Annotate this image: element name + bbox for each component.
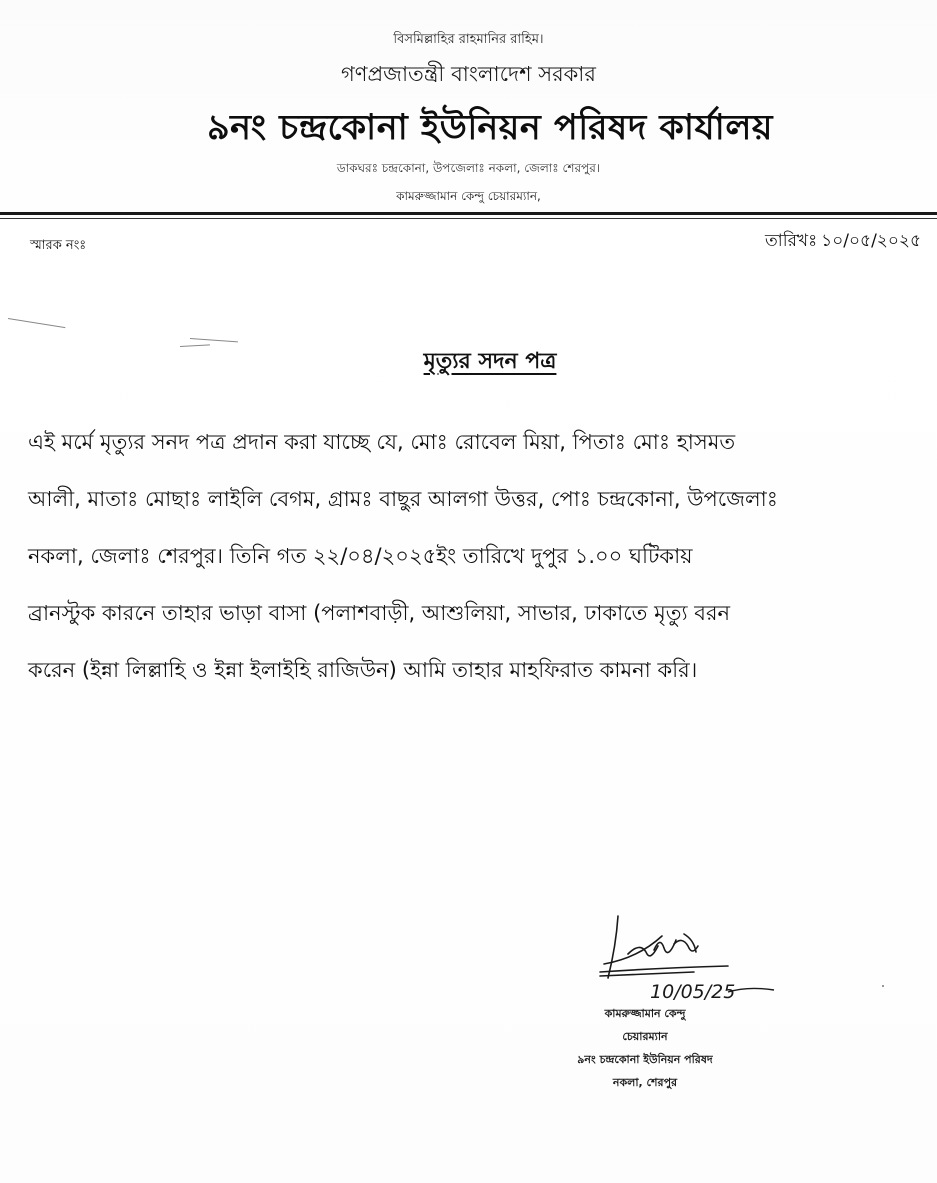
certificate-body (28, 414, 928, 699)
signature-date: 10/05/25 (650, 981, 736, 1003)
handwritten-signature (598, 906, 798, 1006)
date-label: তারিখঃ (765, 231, 818, 251)
date-value: ১০/০৫/২০২৫ (821, 231, 921, 251)
government-name: গণপ্রজাতন্ত্রী বাংলাদেশ সরকার (341, 62, 596, 86)
memo-number-label: স্মারক নংঃ (30, 238, 87, 253)
signatory-title: চেয়ারম্যান (622, 1030, 668, 1043)
body-line: করেন (ইন্না লিল্লাহি ও ইন্না ইলাইহি রাজিউন) আমি তাহার মাহফিরাত কামনা করি। (28, 658, 698, 682)
signatory-block (545, 1002, 745, 1094)
document-title-text: মৃত্যুর সদন পত্র (423, 349, 557, 374)
header-divider-thin (0, 218, 937, 219)
chairman-name: কামরুজ্জামান কেন্দু চেয়ারম্যান, (396, 189, 541, 203)
header-divider-thick (0, 212, 937, 215)
body-line: এই মর্মে মৃত্যুর সনদ পত্র প্রদান করা যাচ্ছে যে, মোঃ রোবেল মিয়া, পিতাঃ মোঃ হাসমত (28, 430, 736, 454)
signatory-name: কামরুজ্জামান কেন্দু (604, 1007, 686, 1020)
issue-date (761, 228, 921, 256)
body-line: নকলা, জেলাঃ শেরপুর। তিনি গত ২২/০৪/২০২৫ইং তারিখে দুপুর ১.০০ ঘটিকায় (28, 544, 693, 568)
paper-mark (8, 318, 65, 328)
signatory-location: নকলা, শেরপুর (612, 1076, 678, 1089)
office-address: ডাকঘরঃ চন্দ্রকোনা, উপজেলাঃ নকলা, জেলাঃ শেরপুর। (336, 161, 601, 175)
body-line: ব্রানস্টুক কারনে তাহার ভাড়া বাসা (পলাশবাড়ী, আশুলিয়া, সাভার, ঢাকাতে মৃত্যু বরন (28, 601, 731, 625)
office-name: ৯নং চন্দ্রকোনা ইউনিয়ন পরিষদ কার্যালয় (206, 108, 774, 148)
paper-mark (190, 338, 238, 342)
signatory-office: ৯নং চন্দ্রকোনা ইউনিয়ন পরিষদ (577, 1053, 713, 1066)
bismillah-text: বিসমিল্লাহির রাহমানির রাহিম। (393, 32, 544, 47)
paper-speck (882, 985, 884, 987)
document-title (0, 344, 937, 381)
body-line: আলী, মাতাঃ মোছাঃ লাইলি বেগম, গ্রামঃ বাছুর আলগা উত্তর, পোঃ চন্দ্রকোনা, উপজেলাঃ (28, 487, 778, 511)
